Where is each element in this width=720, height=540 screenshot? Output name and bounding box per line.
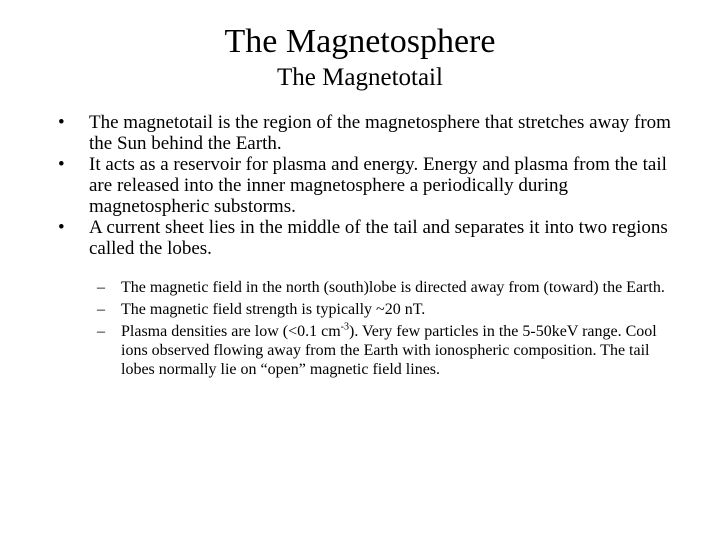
bullet-marker: •	[58, 217, 65, 238]
sub-bullet-item	[97, 322, 667, 379]
sub-bullet-text-start: Plasma densities are low (<0.1 cm	[121, 323, 341, 340]
sub-bullet-text: The magnetic field strength is typically ~20 nT.	[121, 301, 426, 318]
bullet-text: The magnetotail is the region of the magnetosphere that stretches away from the Sun behind the Earth.	[89, 112, 671, 154]
bullet-marker: •	[58, 154, 65, 175]
sub-bullet-text: The magnetic field in the north (south)lobe is directed away from (toward) the Earth.	[121, 279, 665, 296]
sub-bullet-item	[97, 278, 667, 297]
bullet-text: It acts as a reservoir for plasma and energy. Energy and plasma from the tail are released into the inner magnetosphere a periodically during magnetospheric substorms.	[89, 154, 667, 217]
bullet-item	[58, 112, 678, 154]
bullet-list	[58, 112, 678, 259]
slide-subtitle: The Magnetotail	[277, 64, 443, 91]
bullet-item	[58, 217, 678, 259]
sub-bullet-text-end: ). Very few particles in the 5-50keV range. Cool ions observed flowing away from the Earth with ionospheric composition. The tail lobes normally lie on “open” magnetic field lines.	[121, 323, 657, 378]
dash-marker: –	[97, 279, 105, 296]
dash-marker: –	[97, 323, 105, 340]
sub-bullet-item	[97, 300, 667, 319]
bullet-marker: •	[58, 112, 65, 133]
bullet-item	[58, 154, 678, 217]
sub-bullet-text	[121, 323, 657, 378]
exponent: -3	[340, 321, 349, 333]
sub-bullet-list	[97, 278, 667, 382]
dash-marker: –	[97, 301, 105, 318]
bullet-text: A current sheet lies in the middle of the tail and separates it into two regions called the lobes.	[89, 217, 668, 259]
slide-title: The Magnetosphere	[224, 23, 496, 60]
